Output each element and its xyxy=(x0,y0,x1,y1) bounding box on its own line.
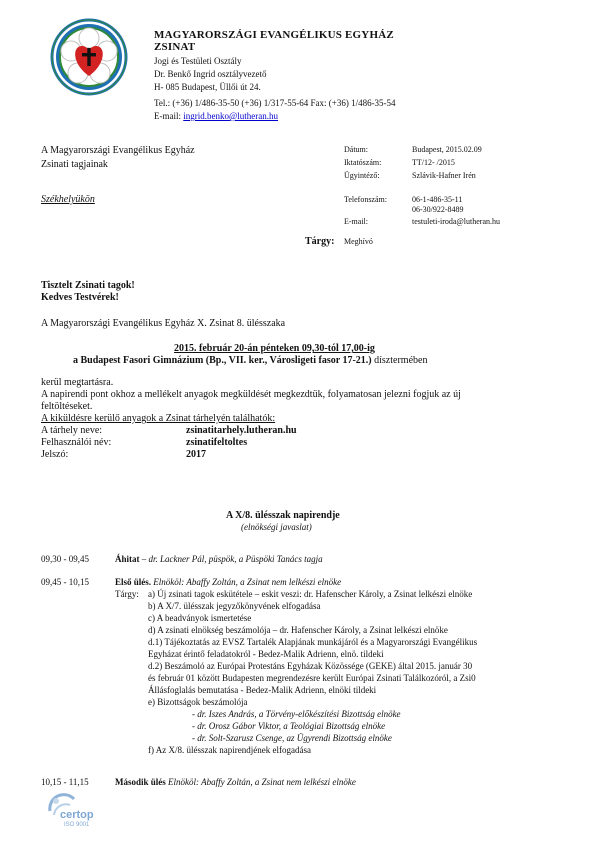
para-1b: feltöltéseket. xyxy=(41,401,93,412)
recipient-line-1: A Magyarországi Evangélikus Egyház xyxy=(41,145,195,156)
item3-title: Második ülés xyxy=(115,777,166,787)
recipient-line-3: Székhelyükön xyxy=(41,194,95,205)
email-link[interactable]: ingrid.benko@lutheran.hu xyxy=(183,111,279,121)
subject-label: Tárgy: xyxy=(305,236,335,247)
meta-email-value: testuleti-iroda@lutheran.hu xyxy=(412,217,501,226)
dept-name: Jogi és Testületi Osztály xyxy=(154,56,242,66)
recipient-line-2: Zsinati tagjainak xyxy=(41,159,108,170)
subject-label-agenda: Tárgy: xyxy=(115,589,139,599)
agenda-d2b: és február 01 között Budapesten megrendezésre került Európai Zsinati Találkozóról, a Zsi0 xyxy=(148,673,476,683)
date-label: Dátum: xyxy=(344,145,368,154)
meta-email-label: E-mail: xyxy=(344,217,368,226)
email-label: E-mail: xyxy=(154,111,181,121)
phone-label: Telefonszám: xyxy=(344,195,387,204)
agenda-f: f) Az X/8. ülésszak napirendjének elfogadása xyxy=(148,745,311,755)
item1 xyxy=(115,554,323,565)
agenda-subtitle: (elnökségi javaslat) xyxy=(241,522,312,532)
phone-value-2: 06-30/922-8489 xyxy=(412,205,464,214)
agenda-d: d) A zsinati elnökség beszámolója – dr. Hafenscher Károly, a Zsinat lelkészi elnöke xyxy=(148,625,448,635)
item3-chair: Elnököl: Abaffy Zoltán, a Zsinat nem lelkészi elnöke xyxy=(168,777,356,787)
agenda-d1b: Egyházat érintő feladatokról - Bedez-Malik Adrienn, elnö. tildeki xyxy=(148,649,384,659)
item3-time: 10,15 - 11,15 xyxy=(41,777,89,787)
subject-value: Meghívó xyxy=(344,237,373,246)
phone-value-1: 06-1-486-35-11 xyxy=(412,195,463,204)
phone-line: Tel.: (+36) 1/486-35-50 (+36) 1/317-55-64 Fax: (+36) 1/486-35-54 xyxy=(154,98,396,108)
para-1a: A napirendi pont okhoz a mellékelt anyagok megküldését megkezdtük, folyamatosan jelezni fogjuk az új xyxy=(41,389,461,400)
ref-label: Iktatószám: xyxy=(344,158,382,167)
venue-name: a Budapest Fasori Gimnázium (Bp., VII. ker., Városligeti fasor 17-21.) xyxy=(73,355,372,366)
item1-desc: – dr. Lackner Pál, püspök, a Püspöki Tanács tagja xyxy=(141,554,323,564)
luther-rose-icon xyxy=(50,18,128,96)
host-value[interactable]: zsinatitarhely.lutheran.hu xyxy=(186,425,297,436)
greeting-1: Tisztelt Zsinati tagok! xyxy=(41,280,135,291)
church-seal-logo xyxy=(50,18,128,96)
venue-suffix: dísztermében xyxy=(374,355,428,366)
email-line xyxy=(154,111,278,122)
agenda-e1: - dr. Iszes András, a Törvény-előkészítési Bizottság elnöke xyxy=(192,709,401,719)
agenda-title: A X/8. ülésszak napirendje xyxy=(226,510,340,521)
handler-label: Ügyintéző: xyxy=(344,171,380,180)
agenda-d2c: Állásfoglalás bemutatása - Bedez-Malik Adrienn, elnöki tildeki xyxy=(148,685,377,695)
agenda-e3: - dr. Solt-Szarusz Csenge, az Ügyrendi Bizottság elnöke xyxy=(192,733,392,743)
agenda-e: e) Bizottságok beszámolója xyxy=(148,697,248,707)
address: H- 085 Budapest, Üllői út 24. xyxy=(154,82,261,92)
item2 xyxy=(115,577,341,588)
agenda-d1a: d.1) Tájékoztatás az EVSZ Tartalék Alapjának munkájáról és a Magyarországi Evangélikus xyxy=(148,637,478,647)
greeting-2: Kedves Testvérek! xyxy=(41,292,119,303)
para-2: A kiküldésre kerülő anyagok a Zsinat tárhelyén találhatók: xyxy=(41,413,276,424)
user-label: Felhasználói név: xyxy=(41,437,112,448)
cert-small: ISO 9001 xyxy=(64,822,90,828)
item2-time: 09,45 - 10,15 xyxy=(41,577,89,587)
item3 xyxy=(115,777,356,788)
agenda-c: c) A beadványok ismertetése xyxy=(148,613,252,623)
handler-value: Szlávik-Hafner Irén xyxy=(412,171,476,180)
user-value: zsinatifeltoltes xyxy=(186,437,248,448)
org-name: MAGYARORSZÁGI EVANGÉLIKUS EGYHÁZ xyxy=(154,29,394,41)
host-label: A tárhely neve: xyxy=(41,425,103,436)
intro: A Magyarországi Evangélikus Egyház X. Zsinat 8. ülésszaka xyxy=(41,318,286,329)
agenda-d2a: d.2) Beszámoló az Európai Protestáns Egyházak Közössége (GEKE) által 2015. január 30 xyxy=(148,661,473,671)
venue-line xyxy=(73,355,427,367)
meeting-date: 2015. február 20-án pénteken 09,30-tól 17,00-ig xyxy=(174,343,375,354)
agenda-a: a) Új zsinati tagok eskütétele – eskit veszi: dr. Hafenscher Károly, a Zsinat lelkészi elnöke xyxy=(148,589,473,599)
pass-label: Jelszó: xyxy=(41,449,69,460)
cert-text: certop xyxy=(60,809,94,821)
dept-head: Dr. Benkő Ingrid osztályvezető xyxy=(154,69,267,79)
pass-value: 2017 xyxy=(186,449,206,460)
item1-title: Áhitat xyxy=(115,554,140,564)
held-text: kerül megtartásra. xyxy=(41,377,114,388)
agenda-e2: - dr. Orosz Gábor Viktor, a Teológiai Bizottság elnöke xyxy=(192,721,386,731)
org-subname: ZSINAT xyxy=(154,41,196,53)
item1-time: 09,30 - 09,45 xyxy=(41,554,89,564)
date-value: Budapest, 2015.02.09 xyxy=(412,145,482,154)
certop-logo xyxy=(44,793,104,833)
item2-title: Első ülés. xyxy=(115,577,152,587)
item2-chair: Elnököl: Abaffy Zoltán, a Zsinat nem lelkészi elnöke xyxy=(153,577,342,587)
agenda-b: b) A X/7. ülésszak jegyzőkönyvének elfogadása xyxy=(148,601,321,611)
ref-value: TT/12- /2015 xyxy=(412,158,455,167)
